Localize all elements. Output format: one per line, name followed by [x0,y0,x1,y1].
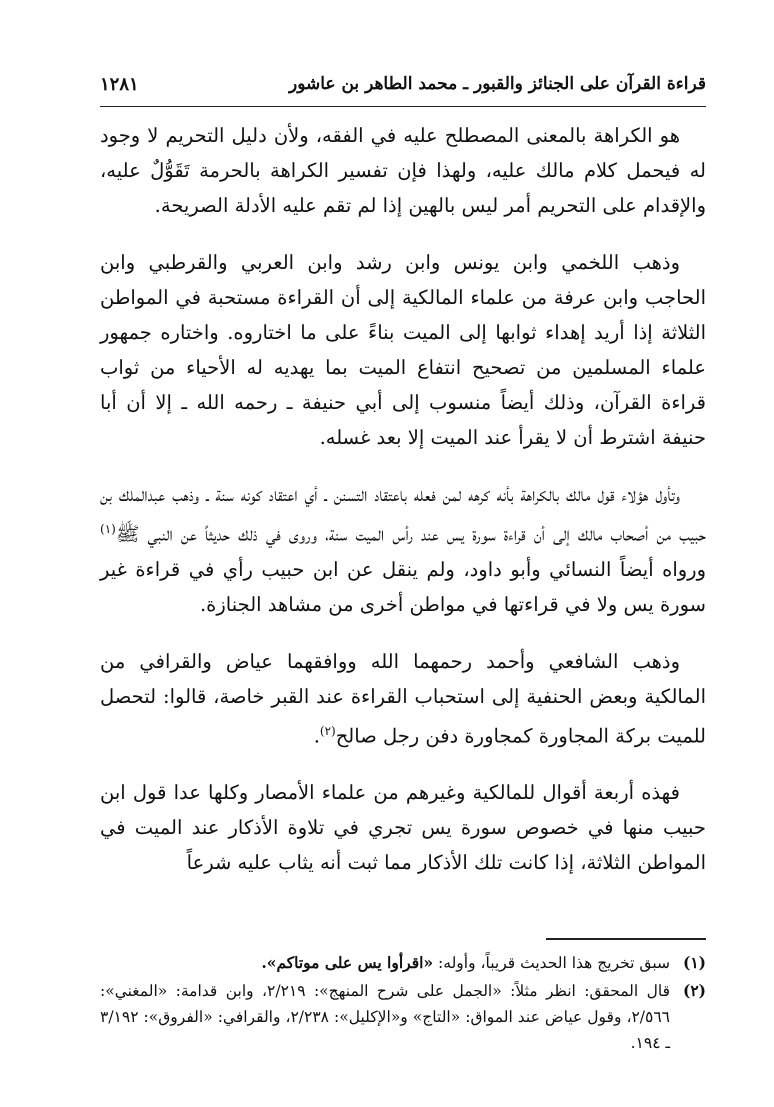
footnote-text: سبق تخريج هذا الحديث قريباً، وأوله: [438,953,670,972]
main-text [100,118,706,902]
footnote [100,978,706,1056]
paragraph [100,477,706,622]
paragraph: فهذه أربعة أقوال للمالكية وغيرهم من علماء الأمصار وكلها عدا قول ابن حبيب منها في خصوص سورة يس تجري في تلاوة الأذكار عند الميت في المواطن الثلاثة، إذا كانت تلك الأذكار مما ثبت أنه يثاب عليه شرعاً [100,781,706,874]
paragraph: وذهب اللخمي وابن يونس وابن رشد وابن العربي والقرطبي وابن الحاجب وابن عرفة من علماء المالكية إلى أن القراءة مستحبة في المواطن الثلاثة إذا أريد إهداء ثوابها إلى الميت بناءً على ما اختاروه. واختاره جمهور علماء المسلمين من تصحيح انتفاع الميت بما يهديه له الأحياء من ثواب قراءة القرآن، وذلك أيضاً منسوب إلى أبي حنيفة ـ رحمه الله ـ إلا أن أبا حنيفة اشترط أن لا يقرأ عند الميت إلا بعد غسله. [100,251,706,449]
footnote-number: (٢) [682,980,706,1000]
footnote-text: قال المحقق: انظر مثلاً: «الجمل على شرح المنهج»: ٢/٢١٩، وابن قدامة: «المغني»: ٢/٥٦٦، وقول عياض عند المواق: «التاج» و«الإكليل»: ٢/٢٣٨، والقرافي: «الفروق»: ٣/١٩٢ ـ ١٩٤. [100,981,670,1052]
footnote [100,950,706,976]
running-header [100,72,706,107]
footnote-divider [546,938,706,940]
footnote-number: (١) [682,952,706,972]
footnote-ref[interactable]: (٢) [319,723,336,738]
paragraph-text: ورواه أيضاً النسائي وأبو داود، ولم ينقل عن ابن حبيب رأي في قراءة غير سورة يس ولا في قراءتها في مواطن أخرى من مشاهد الجنازة. [100,557,706,616]
footnote-quote: «اقرأوا يس على موتاكم». [261,952,434,972]
footnote-ref[interactable]: (١) [100,522,116,536]
paragraph: هو الكراهة بالمعنى المصطلح عليه في الفقه، ولأن دليل التحريم لا وجود له فيحمل كلام مالك عليه، ولهذا فإن تفسير الكراهة بالحرمة تَقَوُّلٌ عليه، والإقدام على التحريم أمر ليس بالهين إذا لم تقم عليه الأدلة الصريحة. [100,124,706,217]
paragraph-text: وتأول هؤلاء قول مالك بالكراهة بأنه كرهه لمن فعله باعتقاد التسنن ـ أي اعتقاد كونه سنة ـ وذهب عبدالملك بن حبيب من أصحاب مالك إلى أن قراءة سورة يس عند رأس الميت سنة، وروى في ذلك حديثاً عن النبي ﷺ [100,483,706,546]
header-title: قراءة القرآن على الجنائز والقبور ـ محمد الطاهر بن عاشور [289,74,706,94]
paragraph: وذهب الشافعي وأحمد رحمهما الله ووافقهما عياض والقرافي من المالكية وبعض الحنفية إلى استحباب القراءة عند القبر خاصة، قالوا: لتحصل للميت بركة المجاورة كمجاورة دفن رجل صالح$^{(٢)}$. [100,649,706,747]
footnotes [100,938,706,1058]
page-number: ١٢٨١ [100,74,139,95]
paragraph-text: وذهب الشافعي وأحمد رحمهما الله ووافقهما عياض والقرافي من المالكية وبعض الحنفية إلى استحباب القراءة عند القبر خاصة، قالوا: لتحصل للميت بركة المجاورة كمجاورة دفن رجل صالح [100,649,706,747]
